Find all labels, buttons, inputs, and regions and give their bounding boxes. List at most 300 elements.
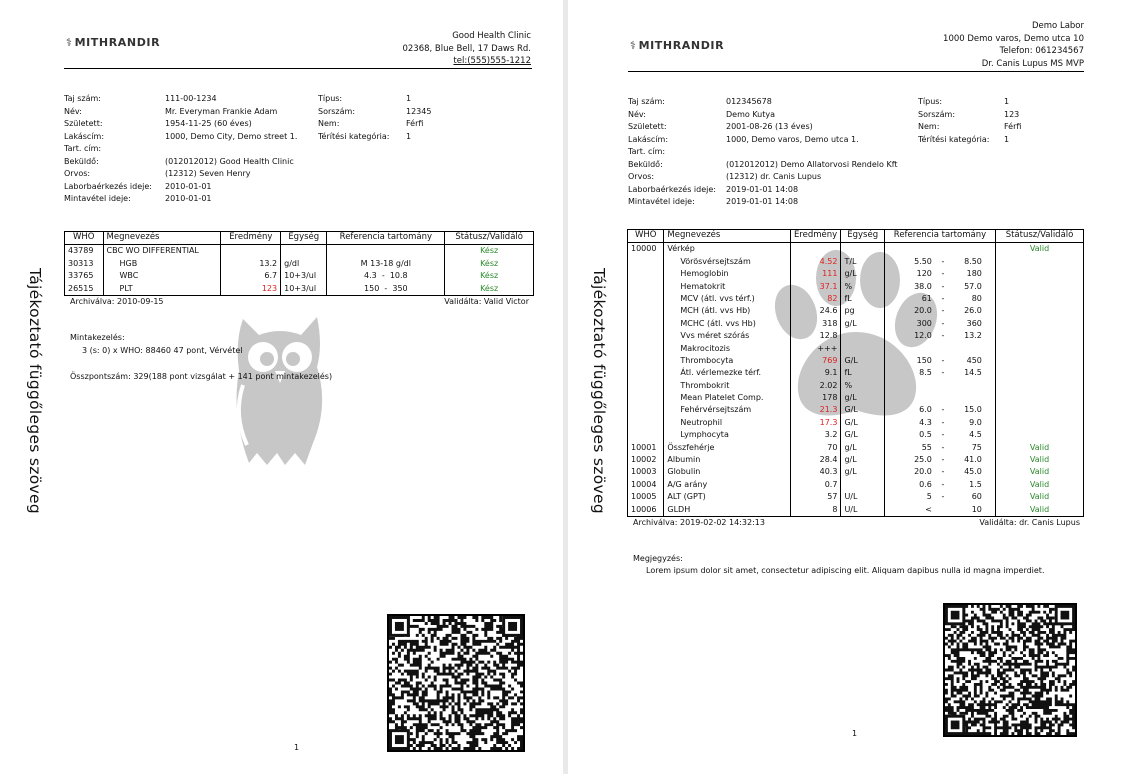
row-status: [996, 305, 1084, 317]
row-unit: [841, 243, 884, 256]
nem-label: Nem:: [318, 119, 340, 128]
row-status: [996, 379, 1084, 391]
row-unit: G/L: [841, 429, 884, 441]
row-who: [628, 416, 664, 428]
row-unit: G/L: [841, 416, 884, 428]
row-ref: [884, 255, 995, 267]
row-result: 2.02: [790, 379, 841, 391]
row-status: Valid: [996, 454, 1084, 466]
table-row: [628, 441, 1084, 453]
row-result: 8: [790, 503, 841, 516]
row-who: [628, 392, 664, 404]
table-header-row: [628, 230, 1084, 243]
row-ref: [884, 379, 995, 391]
caduceus-icon: ⚕: [66, 36, 73, 49]
table-row: [65, 270, 534, 282]
ref-dash: -: [941, 269, 945, 279]
table-row: [628, 478, 1084, 490]
row-name: Globulin: [664, 466, 790, 478]
col-statusz: Státusz/Validáló: [996, 230, 1084, 243]
row-name: Vérkép: [664, 243, 790, 256]
row-result: [221, 245, 281, 258]
row-ref: [884, 280, 995, 292]
mithrandir-logo: [66, 36, 160, 49]
row-ref: [884, 342, 995, 354]
row-who: 33765: [65, 270, 104, 282]
row-status: [996, 355, 1084, 367]
clinic-phone: Telefon: 061234567: [999, 46, 1084, 56]
tipus-label: Típus:: [918, 97, 943, 106]
row-ref: [884, 503, 995, 516]
row-result: 17.3: [790, 416, 841, 428]
qr-code-graphic: [945, 605, 1075, 735]
ref-low: 20.0: [914, 467, 932, 477]
ref-low: <: [925, 504, 932, 514]
archive-date: Archiválva: 2010-09-15: [70, 297, 164, 306]
col-referencia: Referencia tartomány: [884, 230, 995, 243]
row-unit: [281, 245, 327, 258]
laborbaerkezes-label: Laborbaérkezés ideje:: [628, 184, 716, 194]
terites-value: 1: [1004, 134, 1010, 144]
row-status: [996, 416, 1084, 428]
ref-dash: -: [941, 492, 945, 502]
results-table: [627, 229, 1084, 517]
row-status: Valid: [996, 478, 1084, 490]
nem-value: Férfi: [406, 119, 424, 128]
row-unit: g/L: [841, 392, 884, 404]
szuletett-label: Született:: [64, 119, 103, 128]
taj-label: Taj szám:: [64, 94, 101, 103]
row-ref: [884, 243, 995, 256]
row-status: Valid: [996, 491, 1084, 503]
header-divider: [64, 68, 532, 69]
row-who: [628, 367, 664, 379]
row-result: 769: [790, 355, 841, 367]
ref-high: 14.5: [964, 368, 982, 378]
table-row: [628, 355, 1084, 367]
bekuldo-label: Beküldő:: [628, 159, 663, 169]
row-who: [628, 342, 664, 354]
row-status: [996, 293, 1084, 305]
clinic-header: [402, 30, 531, 68]
row-ref: 4.3 - 10.8: [327, 270, 445, 282]
row-unit: 10+3/ul: [281, 282, 327, 295]
clinic-doctor: Dr. Canis Lupus MS MVP: [981, 58, 1084, 69]
row-result: 82: [790, 293, 841, 305]
row-ref: [884, 404, 995, 416]
table-row: [628, 466, 1084, 478]
table-row: [628, 330, 1084, 342]
laborbaerkezes-label: Laborbaérkezés ideje:: [64, 181, 152, 191]
report-page-2: [568, 0, 1146, 774]
clinic-header: [943, 20, 1084, 70]
ref-low: 8.5: [919, 368, 932, 378]
row-name: GLDH: [664, 503, 790, 516]
row-result: 21.3: [790, 404, 841, 416]
row-status: [996, 392, 1084, 404]
row-who: 10004: [628, 478, 664, 490]
row-unit: U/L: [841, 491, 884, 503]
table-row: [628, 268, 1084, 280]
row-who: 30313: [65, 257, 104, 269]
note-text: Lorem ipsum dolor sit amet, consectetur adipiscing elit. Aliquam dapibus nulla id magna imperdiet.: [646, 566, 1045, 575]
ref-dash: -: [941, 306, 945, 316]
col-megnevezes: Megnevezés: [103, 232, 221, 245]
orvos-value: (12312) Seven Henry: [165, 169, 251, 178]
table-row: [628, 280, 1084, 292]
row-result: 4.52: [790, 255, 841, 267]
table-row: [628, 491, 1084, 503]
ref-dash: -: [941, 355, 945, 365]
ref-low: 4.3: [919, 417, 932, 427]
terites-label: Térítési kategória:: [318, 131, 390, 141]
row-result: 3.2: [790, 429, 841, 441]
row-who: [628, 429, 664, 441]
ref-high: 360: [966, 318, 982, 328]
tipus-value: 1: [1004, 97, 1010, 106]
row-who: [628, 404, 664, 416]
tipus-label: Típus:: [318, 94, 343, 103]
row-who: 43789: [65, 245, 104, 258]
ref-low: 61: [921, 293, 932, 303]
sorszam-value: 123: [1004, 109, 1020, 119]
col-megnevezes: Megnevezés: [664, 230, 790, 243]
row-who: [628, 379, 664, 391]
qr-code: [943, 603, 1077, 737]
nev-value: Mr. Everyman Frankie Adam: [165, 106, 278, 116]
ref-dash: -: [941, 479, 945, 489]
ref-high: 75: [971, 442, 982, 452]
table-row: [628, 243, 1084, 256]
row-ref: [884, 268, 995, 280]
row-unit: G/L: [841, 404, 884, 416]
row-result: 24.6: [790, 305, 841, 317]
sorszam-value: 12345: [406, 106, 432, 116]
row-unit: pg: [841, 305, 884, 317]
col-who: WHO: [65, 232, 104, 245]
row-status: [996, 330, 1084, 342]
row-who: 26515: [65, 282, 104, 295]
row-unit: [841, 342, 884, 354]
row-result: 28.4: [790, 454, 841, 466]
ref-high: 45.0: [964, 467, 982, 477]
row-ref: [884, 491, 995, 503]
col-who: WHO: [628, 230, 664, 243]
ref-high: 15.0: [964, 405, 982, 415]
clinic-name: Good Health Clinic: [452, 31, 531, 41]
row-who: 10006: [628, 503, 664, 516]
szuletett-value: 2001-08-26 (13 éves): [726, 122, 813, 131]
ref-high: 80: [971, 293, 982, 303]
row-result: 6.7: [221, 270, 281, 282]
ref-dash: -: [941, 430, 945, 440]
ref-dash: -: [941, 318, 945, 328]
lakascim-value: 1000, Demo varos, Demo utca 1.: [726, 134, 859, 144]
mithrandir-logo: [630, 39, 724, 52]
row-status: [996, 429, 1084, 441]
ref-low: 0.6: [919, 479, 932, 489]
ref-dash: -: [941, 331, 945, 341]
row-name: MCH (átl. vvs Hb): [664, 305, 790, 317]
ref-low: 55: [921, 442, 932, 452]
row-result: 0.7: [790, 478, 841, 490]
terites-value: 1: [406, 131, 412, 141]
ref-high: 4.5: [969, 430, 982, 440]
vertical-note-text: Tájékoztató függőleges szöveg: [26, 268, 44, 514]
row-unit: g/L: [841, 268, 884, 280]
table-header-row: [65, 232, 534, 245]
header-divider: [628, 71, 1084, 72]
table-row: [628, 429, 1084, 441]
row-unit: g/L: [841, 466, 884, 478]
row-result: [790, 243, 841, 256]
table-row: [628, 293, 1084, 305]
col-egyseg: Egység: [841, 230, 884, 243]
row-result: 37.1: [790, 280, 841, 292]
note-label: Megjegyzés:: [633, 554, 683, 563]
nem-label: Nem:: [918, 122, 940, 131]
terites-label: Térítési kategória:: [918, 134, 990, 144]
row-who: [628, 293, 664, 305]
laborbaerkezes-value: 2019-01-01 14:08: [726, 184, 799, 194]
row-name: Lymphocyta: [664, 429, 790, 441]
row-unit: 10+3/ul: [281, 270, 327, 282]
row-name: ALT (GPT): [664, 491, 790, 503]
orvos-value: (12312) dr. Canis Lupus: [726, 172, 822, 181]
row-who: [628, 268, 664, 280]
row-status: Valid: [996, 441, 1084, 453]
mintavetel-label: Mintavétel ideje:: [64, 194, 131, 203]
row-ref: [884, 317, 995, 329]
row-status: [996, 268, 1084, 280]
page-number: 1: [852, 729, 858, 738]
ref-low: 25.0: [914, 455, 932, 465]
ref-low: 150: [916, 355, 932, 365]
row-result: 123: [221, 282, 281, 295]
row-who: [628, 305, 664, 317]
bekuldo-value: (012012012) Demo Allatorvosi Rendelo Kft: [726, 159, 898, 169]
ref-dash: -: [941, 281, 945, 291]
row-name: Hematokrit: [664, 280, 790, 292]
ref-low: 0.5: [919, 430, 932, 440]
row-ref: [884, 454, 995, 466]
table-row: [628, 454, 1084, 466]
logo-text: MITHRANDIR: [638, 39, 725, 52]
row-who: [628, 355, 664, 367]
ref-high: 8.50: [964, 256, 982, 266]
ref-high: 60: [971, 492, 982, 502]
table-row: [628, 503, 1084, 516]
logo-text: MITHRANDIR: [74, 36, 161, 49]
row-unit: g/L: [841, 317, 884, 329]
lakascim-label: Lakáscím:: [64, 131, 105, 141]
row-ref: [884, 305, 995, 317]
clinic-address: 1000 Demo varos, Demo utca 10: [943, 33, 1084, 44]
col-egyseg: Egység: [281, 232, 327, 245]
row-status: Valid: [996, 503, 1084, 516]
row-name: Makrocitozis: [664, 342, 790, 354]
row-who: 10005: [628, 491, 664, 503]
row-ref: 150 - 350: [327, 282, 445, 295]
ref-high: 13.2: [964, 331, 982, 341]
taj-value: 111-00-1234: [165, 94, 217, 103]
tipus-value: 1: [406, 94, 412, 103]
table-row: [628, 305, 1084, 317]
row-status: Valid: [996, 243, 1084, 256]
patient-info: [628, 96, 1098, 209]
row-who: 10001: [628, 441, 664, 453]
ref-high: 10: [971, 504, 982, 514]
row-name: A/G arány: [664, 478, 790, 490]
row-unit: g/dl: [281, 257, 327, 269]
row-result: 318: [790, 317, 841, 329]
qr-code-graphic: [389, 616, 523, 750]
row-name: Átl. vérlemezke térf.: [664, 367, 790, 379]
ref-dash: -: [941, 256, 945, 266]
row-name: Albumin: [664, 454, 790, 466]
tart-cim-label: Tart. cím:: [628, 147, 666, 156]
row-name: Thrombokrit: [664, 379, 790, 391]
lakascim-value: 1000, Demo City, Demo street 1.: [165, 131, 298, 141]
row-ref: [884, 330, 995, 342]
page-number: 1: [294, 743, 300, 752]
row-ref: M 13-18 g/dl: [327, 257, 445, 269]
archive-date: Archiválva: 2019-02-02 14:32:13: [633, 518, 765, 527]
row-unit: [841, 330, 884, 342]
row-status: Kész: [445, 257, 534, 269]
row-name: HGB: [103, 257, 221, 269]
ref-low: 20.0: [914, 306, 932, 316]
caduceus-icon: ⚕: [630, 39, 637, 52]
row-unit: [841, 478, 884, 490]
row-result: 9.1: [790, 367, 841, 379]
row-status: Kész: [445, 270, 534, 282]
ref-dash: -: [941, 405, 945, 415]
total-points: Összpontszám: 329(188 pont vizsgálat + 141 pont mintakezelés): [70, 372, 333, 381]
row-result: 40.3: [790, 466, 841, 478]
table-row: [628, 367, 1084, 379]
row-name: Vörösvérsejtszám: [664, 255, 790, 267]
clinic-address: 02368, Blue Bell, 17 Daws Rd.: [402, 43, 531, 54]
nev-value: Demo Kutya: [726, 109, 776, 119]
ref-low: 300: [916, 318, 932, 328]
row-name: WBC: [103, 270, 221, 282]
row-ref: [884, 293, 995, 305]
sample-handling-label: Mintakezelés:: [70, 333, 125, 342]
row-unit: %: [841, 379, 884, 391]
table-row: [65, 257, 534, 269]
row-status: [996, 404, 1084, 416]
row-who: 10000: [628, 243, 664, 256]
row-ref: [884, 355, 995, 367]
table-row: [628, 317, 1084, 329]
ref-high: 180: [966, 269, 982, 279]
patient-info: [64, 93, 534, 206]
nem-value: Férfi: [1004, 122, 1022, 131]
row-result: 111: [790, 268, 841, 280]
row-status: [996, 280, 1084, 292]
row-name: Thrombocyta: [664, 355, 790, 367]
ref-dash: -: [941, 455, 945, 465]
lakascim-label: Lakáscím:: [628, 134, 669, 144]
row-unit: fL: [841, 293, 884, 305]
row-unit: U/L: [841, 503, 884, 516]
table-row: [65, 282, 534, 295]
row-who: [628, 280, 664, 292]
row-unit: G/L: [841, 355, 884, 367]
ref-high: 9.0: [969, 417, 982, 427]
row-name: Neutrophil: [664, 416, 790, 428]
row-status: [996, 255, 1084, 267]
laborbaerkezes-value: 2010-01-01: [165, 181, 212, 191]
row-name: MCHC (átl. vvs Hb): [664, 317, 790, 329]
ref-low: 5.50: [914, 256, 932, 266]
clinic-phone-link[interactable]: tel:(555)555-1212: [453, 56, 531, 66]
orvos-label: Orvos:: [64, 169, 91, 178]
taj-label: Taj szám:: [628, 97, 665, 106]
results-table: [64, 231, 534, 296]
col-eredmeny: Eredmény: [221, 232, 281, 245]
ref-dash: -: [941, 368, 945, 378]
szuletett-value: 1954-11-25 (60 éves): [165, 119, 252, 128]
row-name: PLT: [103, 282, 221, 295]
table-row: [628, 392, 1084, 404]
table-row: [628, 404, 1084, 416]
row-who: [628, 255, 664, 267]
bekuldo-value: (012012012) Good Health Clinic: [165, 156, 294, 166]
ref-low: 38.0: [914, 281, 932, 291]
ref-high: 26.0: [964, 306, 982, 316]
row-ref: [884, 429, 995, 441]
report-page-1: [0, 0, 563, 774]
row-name: Vvs méret szórás: [664, 330, 790, 342]
row-name: Fehérvérsejtszám: [664, 404, 790, 416]
ref-low: 12.0: [914, 331, 932, 341]
table-row: [628, 416, 1084, 428]
row-unit: fL: [841, 367, 884, 379]
bekuldo-label: Beküldő:: [64, 156, 99, 166]
ref-high: 57.0: [964, 281, 982, 291]
nev-label: Név:: [64, 106, 82, 116]
row-who: [628, 330, 664, 342]
row-unit: T/L: [841, 255, 884, 267]
ref-dash: -: [941, 417, 945, 427]
mintavetel-value: 2019-01-01 14:08: [726, 197, 799, 206]
row-unit: %: [841, 280, 884, 292]
sample-handling-line: 3 (s: 0) x WHO: 88460 47 pont, Vérvétel: [82, 346, 243, 355]
ref-high: 1.5: [969, 479, 982, 489]
row-name: CBC WO DIFFERENTIAL: [103, 245, 221, 258]
row-ref: [327, 245, 445, 258]
mintavetel-label: Mintavétel ideje:: [628, 197, 695, 206]
ref-dash: -: [941, 442, 945, 452]
sorszam-label: Sorszám:: [318, 106, 356, 116]
tart-cim-label: Tart. cím:: [64, 144, 102, 153]
row-result: 57: [790, 491, 841, 503]
row-ref: [884, 466, 995, 478]
ref-high: 450: [966, 355, 982, 365]
row-status: Kész: [445, 282, 534, 295]
mintavetel-value: 2010-01-01: [165, 194, 212, 203]
row-status: [996, 317, 1084, 329]
ref-low: 6.0: [919, 405, 932, 415]
row-result: 70: [790, 441, 841, 453]
table-row: [628, 255, 1084, 267]
row-ref: [884, 478, 995, 490]
row-result: +++: [790, 342, 841, 354]
ref-high: 41.0: [964, 455, 982, 465]
row-who: 10002: [628, 454, 664, 466]
